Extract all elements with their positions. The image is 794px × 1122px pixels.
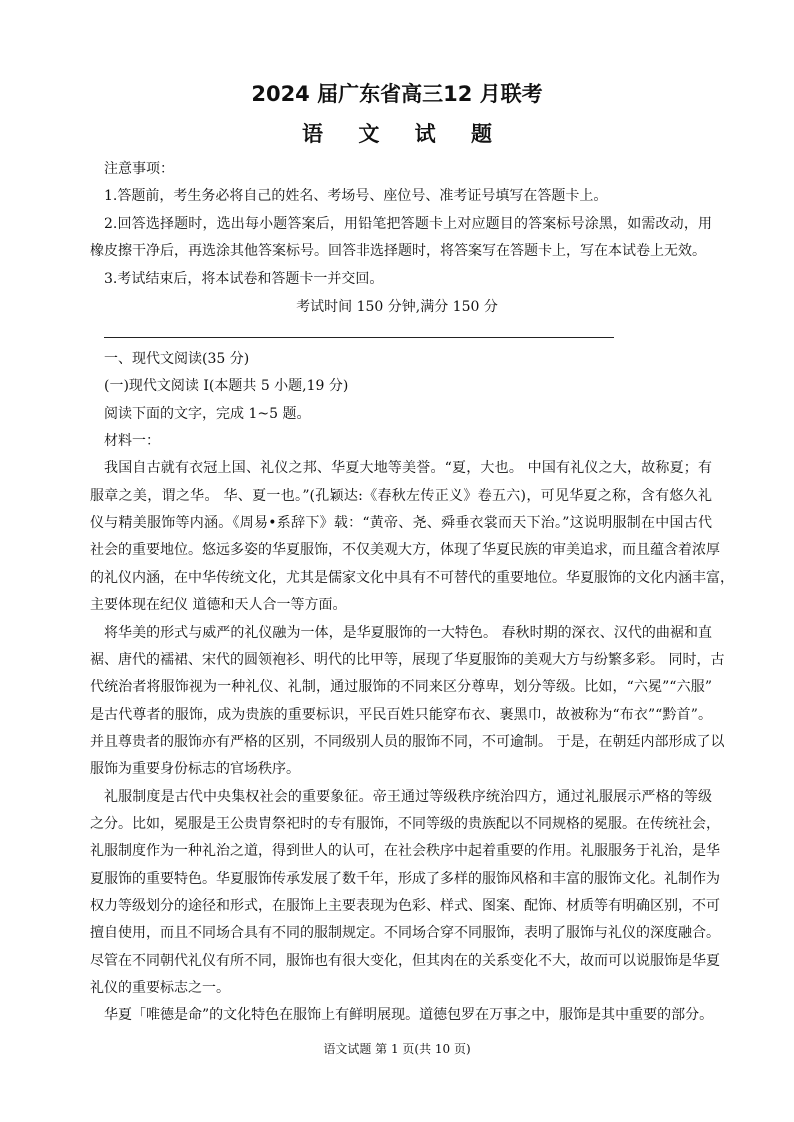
page-footer: 语文试题 第 1 页(共 10 页) — [323, 1042, 471, 1056]
text-line: 主要体现在纪仪 道德和天人合一等方面。 — [90, 597, 347, 614]
text-line: 仪与精美服饰等内涵。《周易•系辞下》载：“黄帝、尧、舜垂衣裳而天下治。”这说明服制在中国古代 — [90, 515, 712, 532]
text-line: 裾、唐代的襦裙、宋代的圆领袍衫、明代的比甲等，展现了华夏服饰的美观大方与纷繁多彩。 同时，古 — [90, 651, 725, 668]
text-line: 材料一： — [104, 433, 160, 450]
text-line: 华夏「唯德是命”的文化特色在服饰上有鲜明展现。道德包罗在万事之中，服饰是其中重要的部分。 — [104, 1007, 714, 1024]
text-line: 一、现代文阅读(35 分) — [104, 351, 250, 367]
text-line: 并且尊贵者的服饰亦有严格的区别，不同级别人员的服饰不同，不可逾制。 于是，在朝廷内部形成了以 — [90, 733, 725, 750]
text-line: 之分。比如，冕服是王公贵胄祭祀时的专有服饰，不同等级的贵族配以不同规格的冕服。在传统社会， — [90, 815, 720, 832]
instruction-line: 橡皮擦干净后，再选涂其他答案标号。回答非选择题时，将答案写在答题卡上，写在本试卷上无效。 — [90, 243, 706, 260]
text-line: 夏服饰的重要特色。华夏服饰传承发展了数千年，形成了多样的服饰风格和丰富的服饰文化。礼制作为 — [90, 870, 720, 887]
instruction-line: 注意事项： — [104, 161, 174, 177]
text-line: 的礼仪内涵，在中华传统文化，尤其是儒家文化中具有不可替代的重要地位。华夏服饰的文化内涵丰富， — [90, 569, 734, 586]
exam-subtitle: 语 文 试 题 — [302, 122, 506, 146]
text-line: 擅自使用，而且不同场合具有不同的服制规定。不同场合穿不同服饰，表明了服饰与礼仪的深度融合。 — [90, 925, 720, 942]
text-line: 礼仪的重要标志之一。 — [90, 980, 230, 997]
text-line: 服章之美，谓之华。 华、夏一也。”(孔颖达:《春秋左传正义》卷五六)，可见华夏之称，含有悠久礼 — [90, 487, 712, 504]
instruction-line: 3.考试结束后，将本试卷和答题卡一并交回。 — [104, 270, 384, 287]
text-line: 礼服制度作为一种礼治之道，得到世人的认可，在社会秩序中起着重要的作用。礼服服务于礼治，是华 — [90, 843, 720, 860]
exam-info: 考试时间 150 分钟,满分 150 分 — [296, 299, 498, 315]
divider — [104, 337, 614, 338]
instruction-line: 1.答题前，考生务必将自己的姓名、考场号、座位号、准考证号填写在答题卡上。 — [104, 188, 608, 205]
text-line: 社会的重要地位。悠远多姿的华夏服饰，不仅美观大方，体现了华夏民族的审美追求，而且蕴含着浓厚 — [90, 542, 720, 559]
text-line: 我国自古就有衣冠上国、礼仪之邦、华夏大地等美誉。“夏，大也。 中国有礼仪之大，故称夏；有 — [104, 460, 712, 477]
exam-title: 2024 届广东省高三12 月联考 — [251, 82, 543, 106]
text-line: 将华美的形式与威严的礼仪融为一体，是华夏服饰的一大特色。 春秋时期的深衣、汉代的曲裾和直 — [104, 624, 712, 641]
text-line: 是古代尊者的服饰，成为贵族的重要标识，平民百姓只能穿布衣、裹黑巾，故被称为“布衣”“黔首”。 — [90, 706, 712, 723]
text-line: 代统治者将服饰视为一种礼仪、礼制，通过服饰的不同来区分尊卑，划分等级。比如，“六冕”“六服” — [90, 679, 712, 696]
text-line: (一)现代文阅读 Ⅰ(本题共 5 小题,19 分) — [104, 378, 349, 395]
text-line: 礼服制度是古代中央集权社会的重要象征。帝王通过等级秩序统治四方，通过礼服展示严格的等级 — [104, 788, 712, 805]
text-line: 阅读下面的文字，完成 1~5 题。 — [104, 405, 311, 422]
text-line: 服饰为重要身份标志的官场秩序。 — [90, 761, 300, 778]
text-line: 权力等级划分的途径和形式，在服饰上主要表现为色彩、样式、图案、配饰、材质等有明确区别，不可 — [90, 898, 720, 914]
text-line: 尽管在不同朝代礼仪有所不同，服饰也有很大变化，但其肉在的关系变化不大，故而可以说服饰是华夏 — [90, 952, 720, 969]
instruction-line: 2.回答选择题时，选出每小题答案后，用铅笔把答题卡上对应题目的答案标号涂黑，如需改动，用 — [104, 215, 712, 232]
